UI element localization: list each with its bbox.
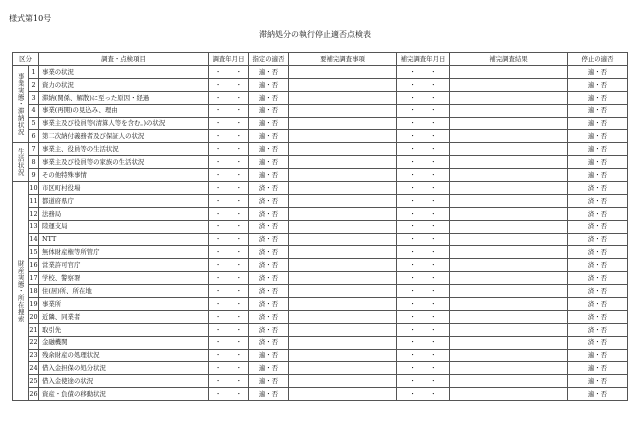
row-number: 6 xyxy=(29,130,39,143)
supplement-result-cell xyxy=(450,388,568,401)
required-survey-cell xyxy=(289,220,397,233)
row-number: 9 xyxy=(29,169,39,182)
required-survey-cell xyxy=(289,104,397,117)
supplement-date-field: ・ ・ xyxy=(397,182,450,195)
item-label: 事業主、役員等の生活状況 xyxy=(39,143,209,156)
item-label: 法務局 xyxy=(39,207,209,220)
survey-date-field: ・ ・ xyxy=(209,259,249,272)
supplement-date-field: ・ ・ xyxy=(397,336,450,349)
table-row xyxy=(13,143,628,156)
supplement-result-cell xyxy=(450,207,568,220)
survey-date-field: ・ ・ xyxy=(209,336,249,349)
survey-date-field: ・ ・ xyxy=(209,104,249,117)
table-row xyxy=(13,310,628,323)
designation-cell: 適・否 xyxy=(249,156,289,169)
supplement-result-cell xyxy=(450,349,568,362)
supplement-result-cell xyxy=(450,298,568,311)
supplement-result-cell xyxy=(450,169,568,182)
supplement-date-field: ・ ・ xyxy=(397,91,450,104)
table-row xyxy=(13,233,628,246)
supplement-result-cell xyxy=(450,194,568,207)
row-number: 16 xyxy=(29,259,39,272)
supplement-result-cell xyxy=(450,130,568,143)
survey-date-field: ・ ・ xyxy=(209,285,249,298)
suspension-cell: 済・否 xyxy=(568,220,628,233)
supplement-date-field: ・ ・ xyxy=(397,388,450,401)
supplement-date-field: ・ ・ xyxy=(397,362,450,375)
table-row xyxy=(13,272,628,285)
table-row xyxy=(13,323,628,336)
designation-cell: 済・否 xyxy=(249,272,289,285)
supplement-date-field: ・ ・ xyxy=(397,298,450,311)
item-label: 住(居)所、所在地 xyxy=(39,285,209,298)
required-survey-cell xyxy=(289,143,397,156)
suspension-cell: 適・否 xyxy=(568,143,628,156)
designation-cell: 済・否 xyxy=(249,194,289,207)
supplement-date-field: ・ ・ xyxy=(397,169,450,182)
row-number: 2 xyxy=(29,78,39,91)
item-label: 市区町村役場 xyxy=(39,182,209,195)
item-label: 事業所 xyxy=(39,298,209,311)
required-survey-cell xyxy=(289,298,397,311)
supplement-result-cell xyxy=(450,375,568,388)
supplement-result-cell xyxy=(450,259,568,272)
suspension-cell: 適・否 xyxy=(568,349,628,362)
table-row xyxy=(13,285,628,298)
item-label: 学校、警察署 xyxy=(39,272,209,285)
supplement-result-cell xyxy=(450,66,568,79)
supplement-result-cell xyxy=(450,143,568,156)
designation-cell: 適・否 xyxy=(249,78,289,91)
survey-date-field: ・ ・ xyxy=(209,66,249,79)
supplement-date-field: ・ ・ xyxy=(397,220,450,233)
survey-date-field: ・ ・ xyxy=(209,194,249,207)
required-survey-cell xyxy=(289,130,397,143)
supplement-result-cell xyxy=(450,233,568,246)
row-number: 22 xyxy=(29,336,39,349)
row-number: 21 xyxy=(29,323,39,336)
supplement-date-field: ・ ・ xyxy=(397,130,450,143)
required-survey-cell xyxy=(289,388,397,401)
row-number: 15 xyxy=(29,246,39,259)
table-row xyxy=(13,194,628,207)
suspension-cell: 済・否 xyxy=(568,194,628,207)
designation-cell: 適・否 xyxy=(249,362,289,375)
supplement-result-cell xyxy=(450,117,568,130)
designation-cell: 適・否 xyxy=(249,169,289,182)
supplement-date-field: ・ ・ xyxy=(397,117,450,130)
required-survey-cell xyxy=(289,117,397,130)
row-number: 8 xyxy=(29,156,39,169)
designation-cell: 適・否 xyxy=(249,91,289,104)
required-survey-cell xyxy=(289,66,397,79)
item-label: 事業主及び役員等の家族の生活状況 xyxy=(39,156,209,169)
designation-cell: 適・否 xyxy=(249,117,289,130)
row-number: 20 xyxy=(29,310,39,323)
required-survey-cell xyxy=(289,91,397,104)
survey-date-field: ・ ・ xyxy=(209,246,249,259)
category-label: 事業実態・滞納状況 xyxy=(13,66,29,143)
supplement-result-cell xyxy=(450,310,568,323)
item-label: 営業許可官庁 xyxy=(39,259,209,272)
supplement-date-field: ・ ・ xyxy=(397,66,450,79)
suspension-cell: 済・否 xyxy=(568,246,628,259)
header-row xyxy=(13,53,628,66)
survey-date-field: ・ ・ xyxy=(209,143,249,156)
supplement-date-field: ・ ・ xyxy=(397,310,450,323)
designation-cell: 適・否 xyxy=(249,130,289,143)
survey-date-field: ・ ・ xyxy=(209,298,249,311)
suspension-cell: 適・否 xyxy=(568,130,628,143)
supplement-date-field: ・ ・ xyxy=(397,246,450,259)
header-item: 調査・点検項目 xyxy=(39,53,209,66)
suspension-cell: 済・否 xyxy=(568,323,628,336)
suspension-cell: 済・否 xyxy=(568,298,628,311)
designation-cell: 済・否 xyxy=(249,298,289,311)
suspension-cell: 適・否 xyxy=(568,117,628,130)
supplement-result-cell xyxy=(450,78,568,91)
survey-date-field: ・ ・ xyxy=(209,91,249,104)
row-number: 17 xyxy=(29,272,39,285)
designation-cell: 適・否 xyxy=(249,349,289,362)
designation-cell: 適・否 xyxy=(249,66,289,79)
suspension-cell: 済・否 xyxy=(568,233,628,246)
supplement-date-field: ・ ・ xyxy=(397,78,450,91)
supplement-result-cell xyxy=(450,156,568,169)
item-label: 資産・負債の移動状況 xyxy=(39,388,209,401)
table-row xyxy=(13,259,628,272)
required-survey-cell xyxy=(289,169,397,182)
survey-date-field: ・ ・ xyxy=(209,182,249,195)
survey-date-field: ・ ・ xyxy=(209,220,249,233)
item-label: 借入金担保の処分状況 xyxy=(39,362,209,375)
header-designation: 指定の適否 xyxy=(249,53,289,66)
header-category: 区分 xyxy=(13,53,39,66)
supplement-result-cell xyxy=(450,104,568,117)
inspection-table xyxy=(12,52,628,401)
required-survey-cell xyxy=(289,272,397,285)
item-label: 無体財産権等所管庁 xyxy=(39,246,209,259)
supplement-date-field: ・ ・ xyxy=(397,207,450,220)
item-label: 資力の状況 xyxy=(39,78,209,91)
required-survey-cell xyxy=(289,156,397,169)
supplement-date-field: ・ ・ xyxy=(397,233,450,246)
item-label: 都道府県庁 xyxy=(39,194,209,207)
suspension-cell: 済・否 xyxy=(568,310,628,323)
row-number: 26 xyxy=(29,388,39,401)
designation-cell: 済・否 xyxy=(249,336,289,349)
row-number: 5 xyxy=(29,117,39,130)
row-number: 4 xyxy=(29,104,39,117)
row-number: 24 xyxy=(29,362,39,375)
supplement-result-cell xyxy=(450,336,568,349)
header-required-survey: 要補完調査事項 xyxy=(289,53,397,66)
required-survey-cell xyxy=(289,207,397,220)
table-row xyxy=(13,78,628,91)
survey-date-field: ・ ・ xyxy=(209,272,249,285)
suspension-cell: 済・否 xyxy=(568,259,628,272)
table-row xyxy=(13,298,628,311)
designation-cell: 済・否 xyxy=(249,207,289,220)
survey-date-field: ・ ・ xyxy=(209,388,249,401)
item-label: NTT xyxy=(39,233,209,246)
supplement-date-field: ・ ・ xyxy=(397,375,450,388)
item-label: 事業主及び役員等(清算人等を含む。)の状況 xyxy=(39,117,209,130)
suspension-cell: 済・否 xyxy=(568,285,628,298)
suspension-cell: 適・否 xyxy=(568,156,628,169)
row-number: 11 xyxy=(29,194,39,207)
designation-cell: 済・否 xyxy=(249,246,289,259)
row-number: 3 xyxy=(29,91,39,104)
survey-date-field: ・ ・ xyxy=(209,233,249,246)
suspension-cell: 適・否 xyxy=(568,104,628,117)
table-row xyxy=(13,182,628,195)
required-survey-cell xyxy=(289,285,397,298)
item-label: 金融機関 xyxy=(39,336,209,349)
suspension-cell: 適・否 xyxy=(568,169,628,182)
table-row xyxy=(13,207,628,220)
survey-date-field: ・ ・ xyxy=(209,375,249,388)
designation-cell: 済・否 xyxy=(249,310,289,323)
row-number: 7 xyxy=(29,143,39,156)
supplement-result-cell xyxy=(450,285,568,298)
designation-cell: 済・否 xyxy=(249,285,289,298)
header-supplement-result: 補完調査結果 xyxy=(450,53,568,66)
required-survey-cell xyxy=(289,246,397,259)
survey-date-field: ・ ・ xyxy=(209,349,249,362)
table-row xyxy=(13,349,628,362)
item-label: 取引先 xyxy=(39,323,209,336)
supplement-date-field: ・ ・ xyxy=(397,259,450,272)
suspension-cell: 済・否 xyxy=(568,182,628,195)
survey-date-field: ・ ・ xyxy=(209,130,249,143)
required-survey-cell xyxy=(289,78,397,91)
table-row xyxy=(13,104,628,117)
item-label: 事業(再開)の見込み、理由 xyxy=(39,104,209,117)
category-label: 財産実態・所在捜索 xyxy=(13,182,29,401)
header-survey-date: 調査年月日 xyxy=(209,53,249,66)
supplement-result-cell xyxy=(450,182,568,195)
supplement-date-field: ・ ・ xyxy=(397,194,450,207)
designation-cell: 済・否 xyxy=(249,323,289,336)
suspension-cell: 適・否 xyxy=(568,78,628,91)
required-survey-cell xyxy=(289,349,397,362)
table-row xyxy=(13,336,628,349)
table-row xyxy=(13,130,628,143)
row-number: 13 xyxy=(29,220,39,233)
survey-date-field: ・ ・ xyxy=(209,117,249,130)
required-survey-cell xyxy=(289,259,397,272)
item-label: 事業の状況 xyxy=(39,66,209,79)
survey-date-field: ・ ・ xyxy=(209,78,249,91)
supplement-result-cell xyxy=(450,91,568,104)
required-survey-cell xyxy=(289,182,397,195)
item-label: 残余財産の処理状況 xyxy=(39,349,209,362)
required-survey-cell xyxy=(289,336,397,349)
supplement-result-cell xyxy=(450,362,568,375)
supplement-date-field: ・ ・ xyxy=(397,272,450,285)
supplement-result-cell xyxy=(450,220,568,233)
item-label: 近隣、同業者 xyxy=(39,310,209,323)
supplement-date-field: ・ ・ xyxy=(397,104,450,117)
supplement-date-field: ・ ・ xyxy=(397,156,450,169)
survey-date-field: ・ ・ xyxy=(209,207,249,220)
item-label: 借入金使途の状況 xyxy=(39,375,209,388)
row-number: 14 xyxy=(29,233,39,246)
supplement-date-field: ・ ・ xyxy=(397,143,450,156)
designation-cell: 適・否 xyxy=(249,388,289,401)
row-number: 1 xyxy=(29,66,39,79)
row-number: 10 xyxy=(29,182,39,195)
required-survey-cell xyxy=(289,362,397,375)
header-supplement-date: 補完調査年月日 xyxy=(397,53,450,66)
supplement-date-field: ・ ・ xyxy=(397,285,450,298)
item-label: 陸運支局 xyxy=(39,220,209,233)
supplement-date-field: ・ ・ xyxy=(397,323,450,336)
table-row xyxy=(13,362,628,375)
survey-date-field: ・ ・ xyxy=(209,156,249,169)
survey-date-field: ・ ・ xyxy=(209,310,249,323)
page-title: 滞納処分の執行停止適否点検表 xyxy=(259,30,371,39)
table-row xyxy=(13,117,628,130)
required-survey-cell xyxy=(289,194,397,207)
suspension-cell: 済・否 xyxy=(568,336,628,349)
header-suspension: 停止の適否 xyxy=(568,53,628,66)
required-survey-cell xyxy=(289,375,397,388)
row-number: 18 xyxy=(29,285,39,298)
survey-date-field: ・ ・ xyxy=(209,169,249,182)
suspension-cell: 適・否 xyxy=(568,375,628,388)
designation-cell: 済・否 xyxy=(249,220,289,233)
table-row xyxy=(13,169,628,182)
required-survey-cell xyxy=(289,310,397,323)
required-survey-cell xyxy=(289,323,397,336)
row-number: 19 xyxy=(29,298,39,311)
suspension-cell: 適・否 xyxy=(568,362,628,375)
supplement-result-cell xyxy=(450,323,568,336)
table-row xyxy=(13,91,628,104)
category-label: 生活状況 xyxy=(13,143,29,182)
designation-cell: 済・否 xyxy=(249,233,289,246)
row-number: 12 xyxy=(29,207,39,220)
table-row xyxy=(13,220,628,233)
supplement-date-field: ・ ・ xyxy=(397,349,450,362)
suspension-cell: 済・否 xyxy=(568,272,628,285)
table-row xyxy=(13,388,628,401)
table-row xyxy=(13,375,628,388)
designation-cell: 適・否 xyxy=(249,143,289,156)
suspension-cell: 適・否 xyxy=(568,388,628,401)
item-label: 滞納(関係、解散)に至った原因・経過 xyxy=(39,91,209,104)
survey-date-field: ・ ・ xyxy=(209,323,249,336)
table-row xyxy=(13,156,628,169)
form-number: 様式第10号 xyxy=(9,14,52,23)
table-row xyxy=(13,66,628,79)
item-label: 第二次納付義務者及び保証人の状況 xyxy=(39,130,209,143)
row-number: 23 xyxy=(29,349,39,362)
survey-date-field: ・ ・ xyxy=(209,362,249,375)
item-label: その他特殊事情 xyxy=(39,169,209,182)
suspension-cell: 適・否 xyxy=(568,66,628,79)
designation-cell: 済・否 xyxy=(249,182,289,195)
supplement-result-cell xyxy=(450,246,568,259)
supplement-result-cell xyxy=(450,272,568,285)
table-row xyxy=(13,246,628,259)
designation-cell: 適・否 xyxy=(249,104,289,117)
designation-cell: 済・否 xyxy=(249,259,289,272)
row-number: 25 xyxy=(29,375,39,388)
required-survey-cell xyxy=(289,233,397,246)
suspension-cell: 済・否 xyxy=(568,207,628,220)
designation-cell: 適・否 xyxy=(249,375,289,388)
suspension-cell: 適・否 xyxy=(568,91,628,104)
